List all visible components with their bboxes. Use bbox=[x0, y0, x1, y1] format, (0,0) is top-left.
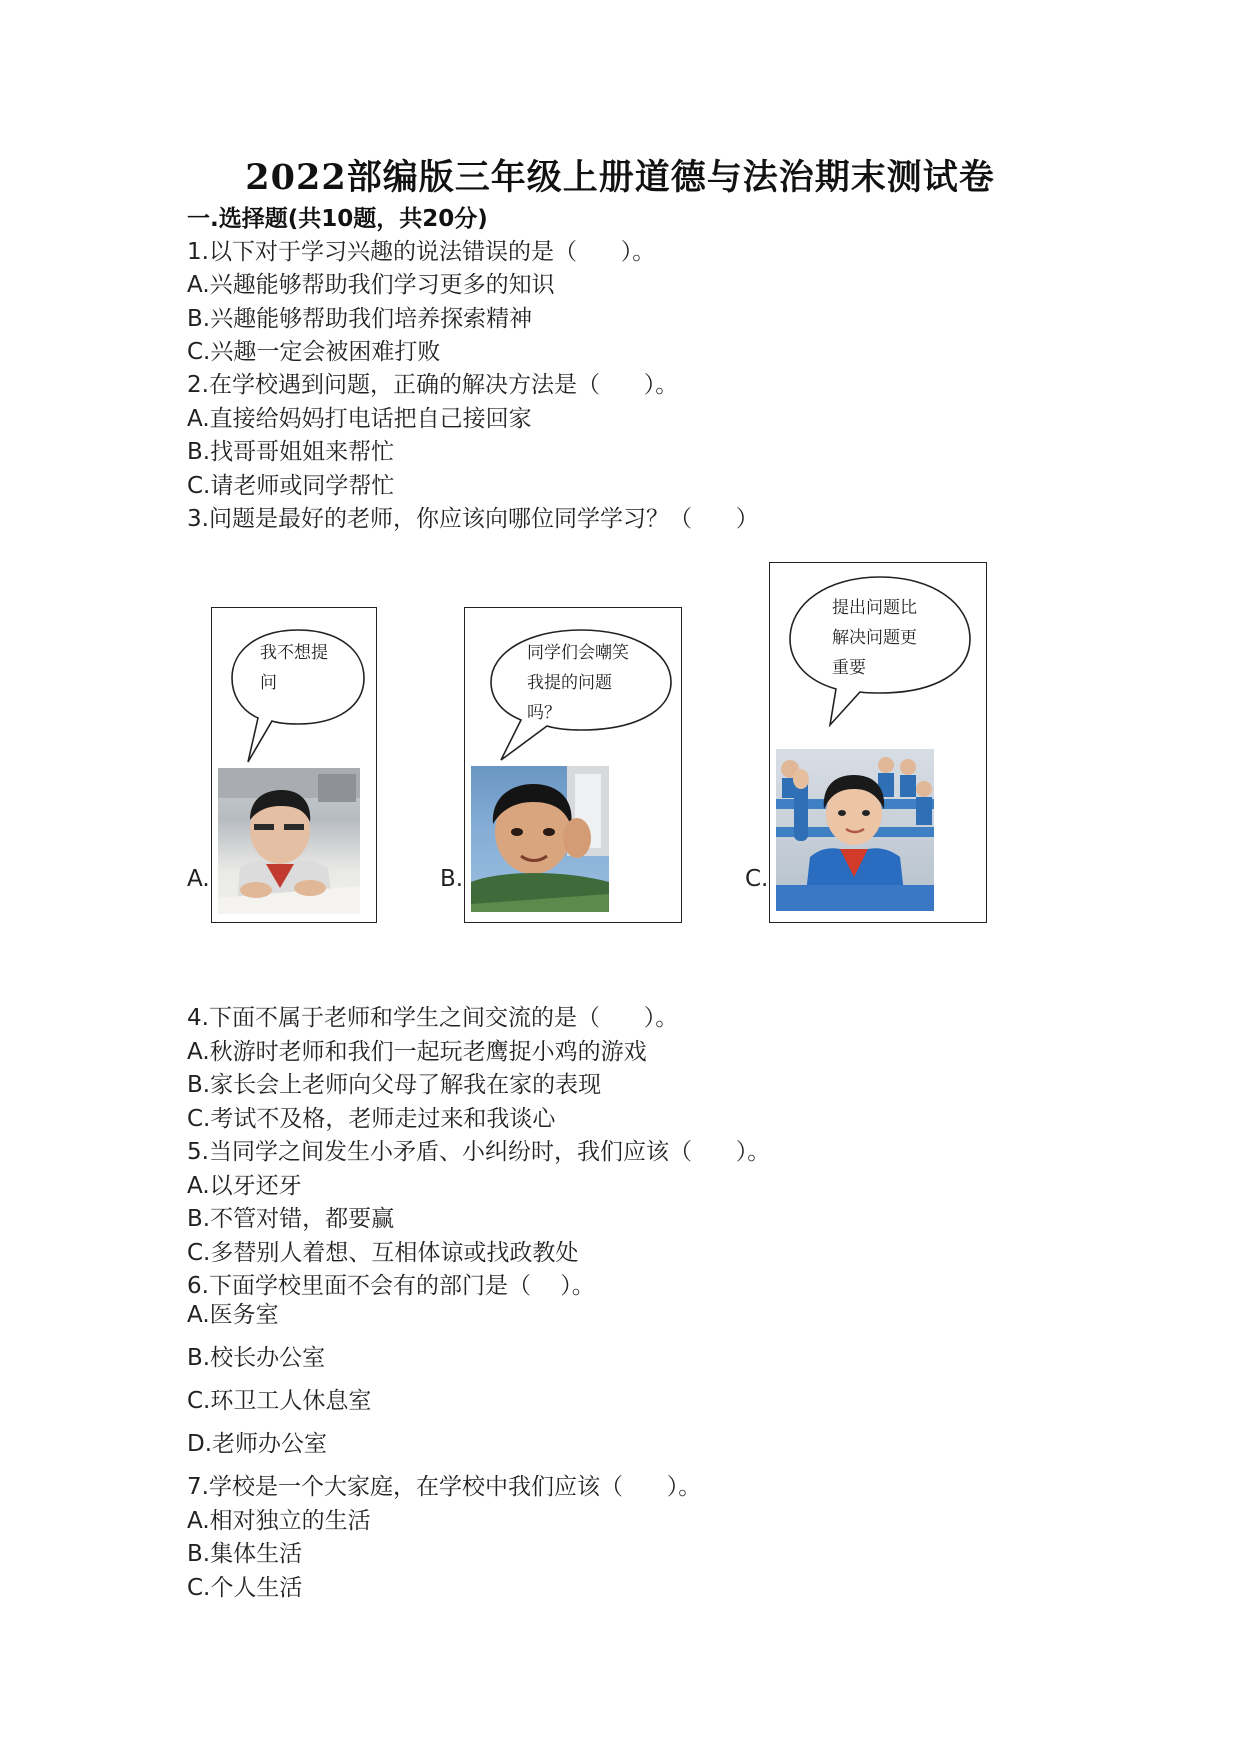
speech-bubble-text: 我不想提 问 bbox=[260, 643, 328, 693]
question-6-option-d: D.老师办公室 bbox=[187, 1431, 328, 1457]
question-5-option-a: A.以牙还牙 bbox=[187, 1173, 302, 1199]
question-3-option-c-picture bbox=[769, 562, 987, 923]
student-photo-raising-hand bbox=[776, 749, 934, 911]
question-7-stem: 7.学校是一个大家庭，在学校中我们应该（ ）。 bbox=[187, 1474, 702, 1500]
question-1-option-c: C.兴趣一定会被困难打败 bbox=[187, 339, 441, 365]
question-3-stem: 3.问题是最好的老师，你应该向哪位同学学习？（ ） bbox=[187, 506, 759, 532]
question-5-option-b: B.不管对错，都要赢 bbox=[187, 1206, 395, 1232]
student-photo-reading bbox=[218, 768, 360, 914]
question-5-option-c: C.多替别人着想、互相体谅或找政教处 bbox=[187, 1240, 579, 1266]
question-6-option-b: B.校长办公室 bbox=[187, 1345, 326, 1371]
question-2-option-c: C.请老师或同学帮忙 bbox=[187, 473, 395, 499]
question-5-stem: 5.当同学之间发生小矛盾、小纠纷时，我们应该（ ）。 bbox=[187, 1139, 771, 1165]
section-heading: 一.选择题(共10题，共20分) bbox=[187, 206, 488, 232]
question-3-option-a-picture bbox=[211, 607, 377, 923]
page-title: 2022部编版三年级上册道德与法治期末测试卷 bbox=[245, 157, 995, 198]
question-3-option-b-picture bbox=[464, 607, 682, 923]
question-4-option-b: B.家长会上老师向父母了解我在家的表现 bbox=[187, 1072, 602, 1098]
question-6-option-c: C.环卫工人休息室 bbox=[187, 1388, 372, 1414]
question-6-option-a: A.医务室 bbox=[187, 1302, 279, 1328]
question-3-option-b-letter: B. bbox=[440, 866, 464, 892]
question-2-stem: 2.在学校遇到问题，正确的解决方法是（ ）。 bbox=[187, 372, 679, 398]
student-photo-thinking bbox=[471, 766, 609, 912]
question-7-option-c: C.个人生活 bbox=[187, 1575, 303, 1601]
question-2-option-b: B.找哥哥姐姐来帮忙 bbox=[187, 439, 395, 465]
question-3-option-c-letter: C. bbox=[745, 866, 769, 892]
question-1-option-b: B.兴趣能够帮助我们培养探索精神 bbox=[187, 306, 533, 332]
question-3-option-a-letter: A. bbox=[187, 866, 210, 892]
question-7-option-a: A.相对独立的生活 bbox=[187, 1508, 371, 1534]
speech-bubble-text: 同学们会嘲笑 我提的问题 吗？ bbox=[527, 643, 629, 723]
question-7-option-b: B.集体生活 bbox=[187, 1541, 303, 1567]
question-1-stem: 1.以下对于学习兴趣的说法错误的是（ ）。 bbox=[187, 239, 656, 265]
question-4-option-a: A.秋游时老师和我们一起玩老鹰捉小鸡的游戏 bbox=[187, 1039, 647, 1065]
question-4-stem: 4.下面不属于老师和学生之间交流的是（ ）。 bbox=[187, 1005, 679, 1031]
question-2-option-a: A.直接给妈妈打电话把自己接回家 bbox=[187, 406, 532, 432]
speech-bubble-text: 提出问题比 解决问题更 重要 bbox=[832, 598, 917, 678]
question-4-option-c: C.考试不及格，老师走过来和我谈心 bbox=[187, 1106, 556, 1132]
question-1-option-a: A.兴趣能够帮助我们学习更多的知识 bbox=[187, 272, 555, 298]
question-6-stem: 6.下面学校里面不会有的部门是（ ）。 bbox=[187, 1273, 595, 1299]
